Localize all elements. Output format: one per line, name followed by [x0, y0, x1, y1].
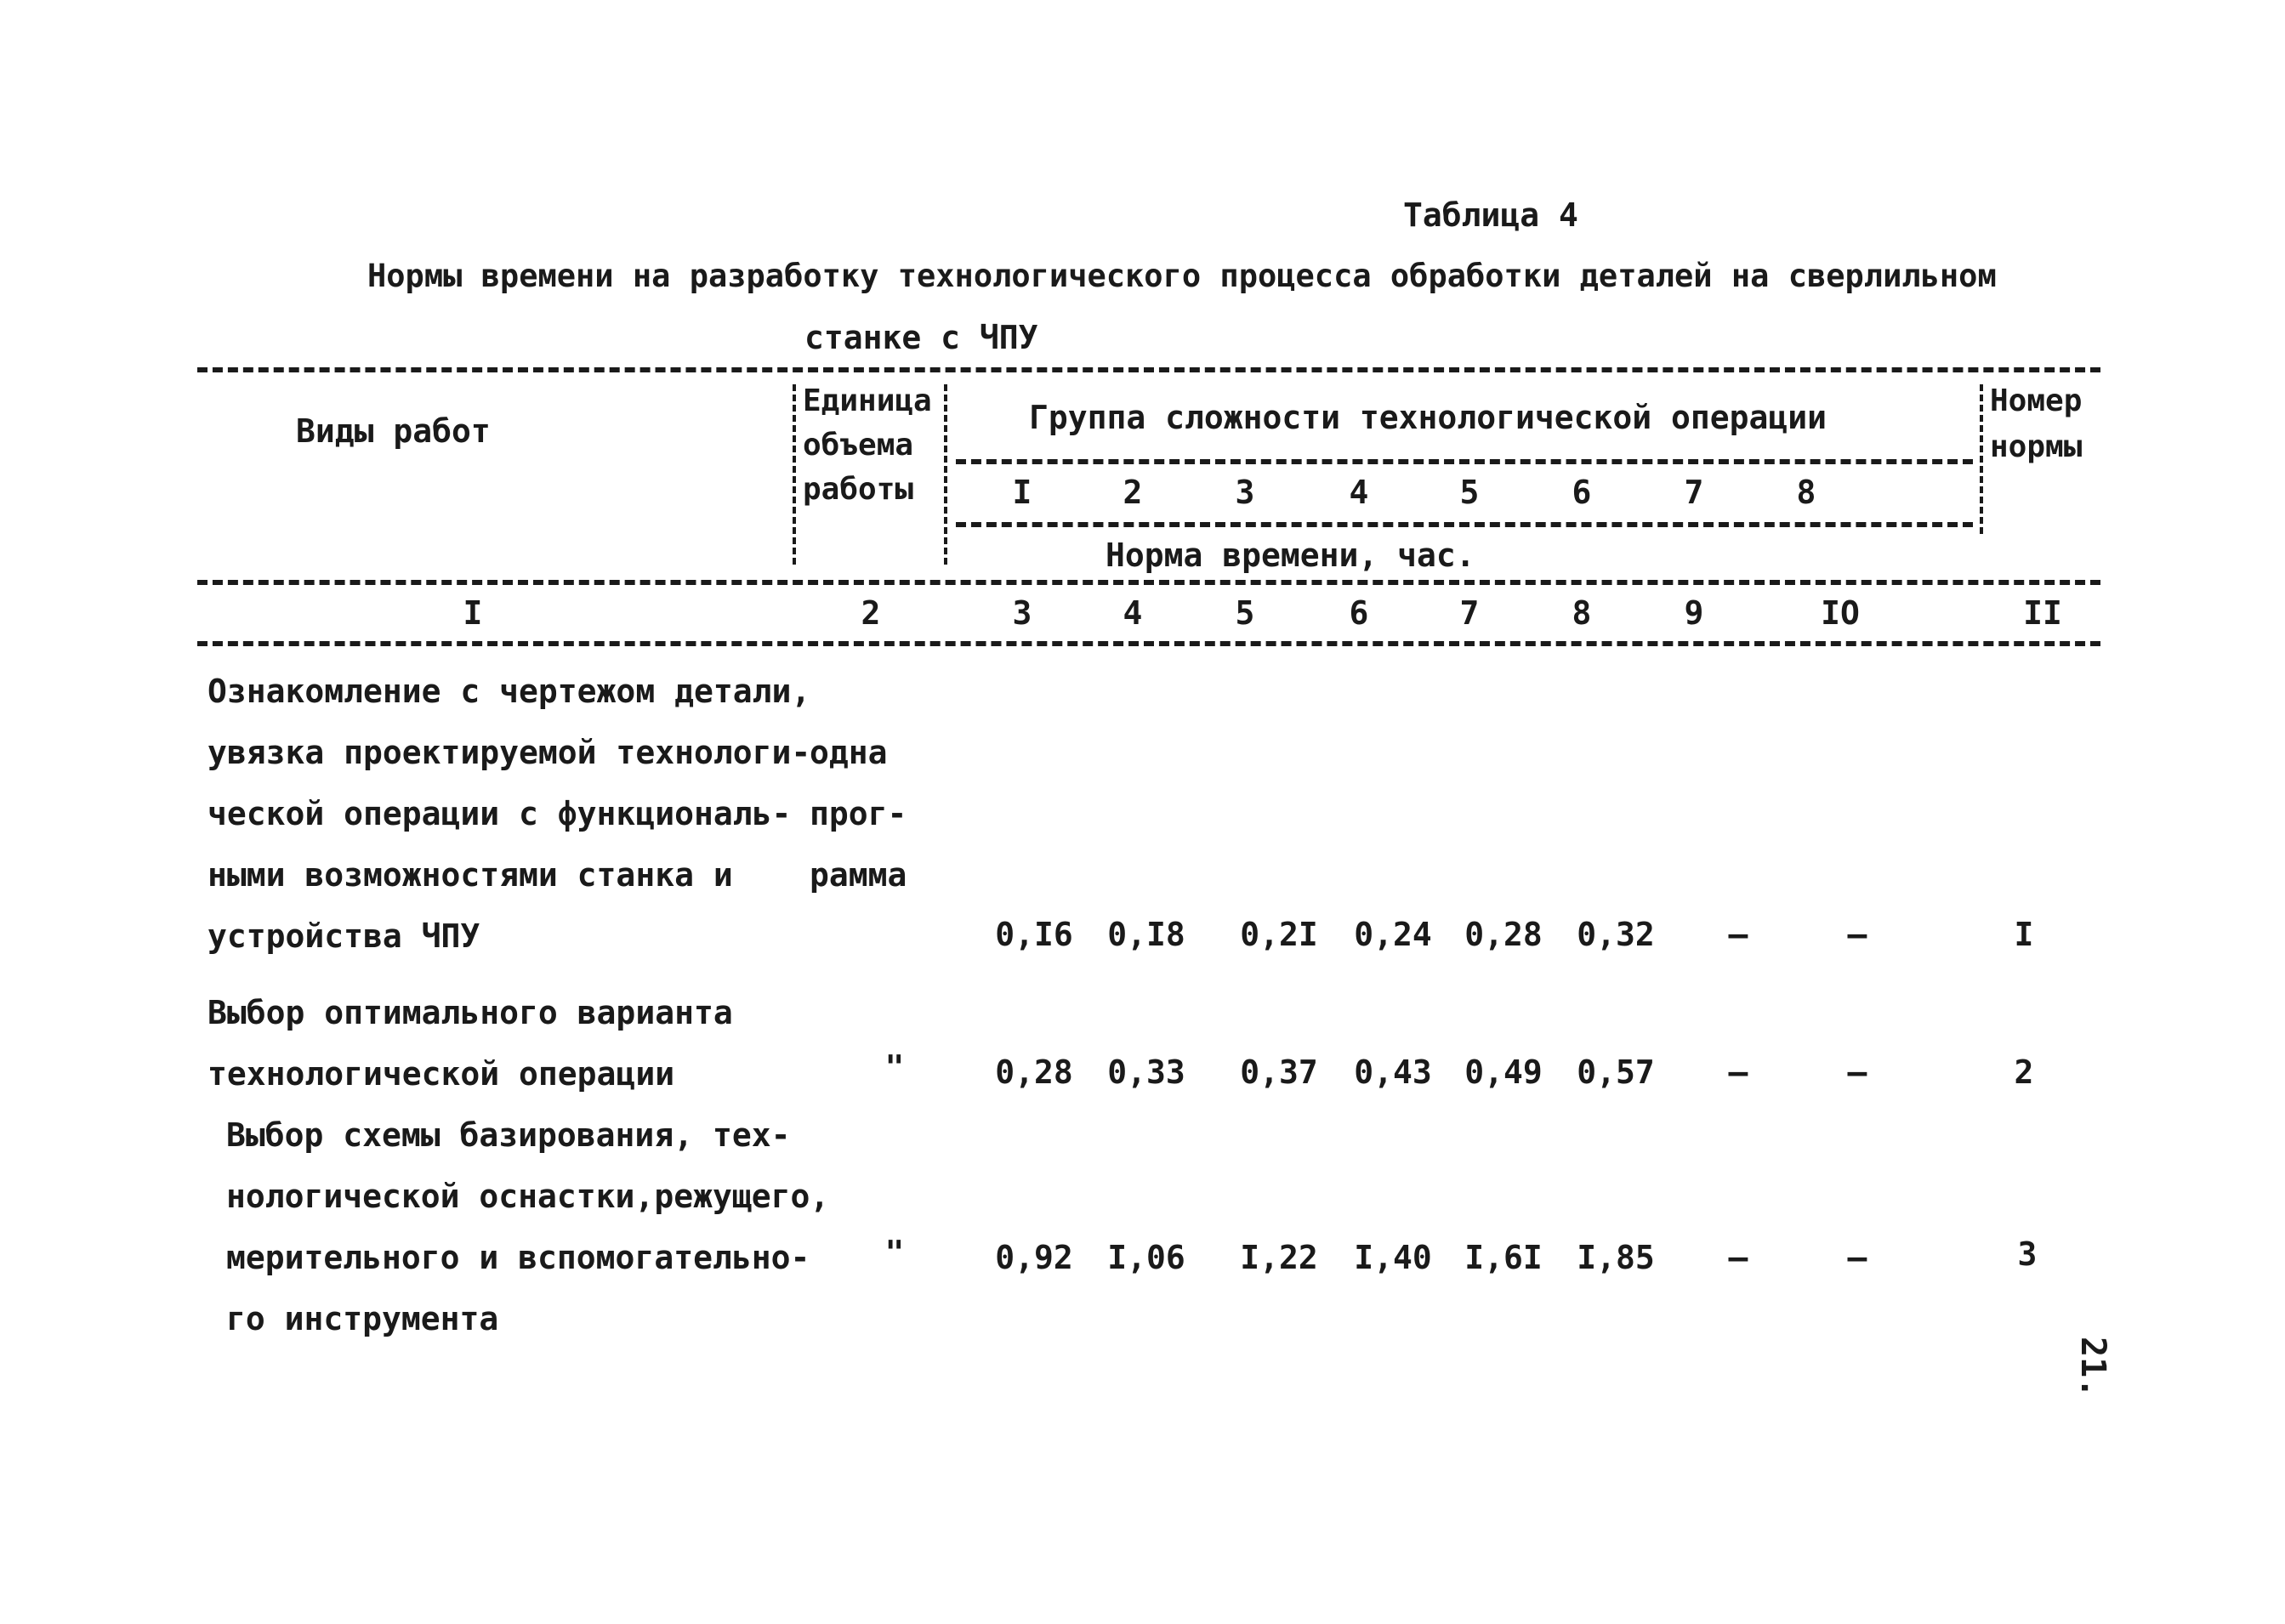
- row1-work-line: увязка проектируемой технологи-: [207, 734, 811, 771]
- column-number: 3: [1012, 594, 1032, 632]
- row1-work-line: Ознакомление с чертежом детали,: [207, 673, 811, 710]
- row1-value: 0,2I: [1240, 916, 1318, 953]
- row3-value: I,22: [1240, 1239, 1318, 1276]
- row2-value: 0,49: [1464, 1053, 1543, 1091]
- row1-work-line: устройства ЧПУ: [207, 917, 480, 955]
- group-numbers-rule: [956, 522, 1973, 527]
- header-norm-number-line1: Номер: [1990, 383, 2083, 418]
- row3-work-line: нологической оснастки,режущего,: [226, 1178, 830, 1215]
- row1-value: 0,I6: [995, 916, 1073, 953]
- row2-value: –: [1728, 1053, 1748, 1091]
- header-unit-line3: работы: [803, 472, 914, 507]
- row3-value: I,6I: [1464, 1239, 1543, 1276]
- row1-value: 0,32: [1577, 916, 1655, 953]
- group-number: I: [1012, 474, 1032, 511]
- group-number: 3: [1235, 474, 1255, 511]
- header-complexity-group: Группа сложности технологической операции: [1029, 399, 1827, 436]
- row1-value: –: [1728, 916, 1748, 953]
- row1-value: 0,I8: [1107, 916, 1185, 953]
- group-number: 2: [1123, 474, 1143, 511]
- row3-value: I,06: [1107, 1239, 1185, 1276]
- row1-work-line: ными возможностями станка и: [207, 856, 733, 894]
- row3-norm-number: 3: [2017, 1235, 2038, 1273]
- header-separator-2: [944, 384, 947, 565]
- row3-unit-ditto: ": [884, 1234, 905, 1271]
- row3-work-line: мерительного и вспомогательно-: [226, 1239, 810, 1276]
- group-number: 5: [1459, 474, 1480, 511]
- row2-value: 0,37: [1240, 1053, 1318, 1091]
- row1-unit-line: одна: [810, 734, 888, 771]
- column-number: 5: [1235, 594, 1255, 632]
- header-work-types: Виды работ: [296, 412, 491, 450]
- table-label: Таблица 4: [1403, 196, 1578, 234]
- row2-norm-number: 2: [2014, 1053, 2034, 1091]
- row2-value: 0,28: [995, 1053, 1073, 1091]
- row2-value: 0,43: [1354, 1053, 1432, 1091]
- column-number: 8: [1572, 594, 1592, 632]
- page-number: 21.: [2073, 1337, 2112, 1399]
- row1-value: 0,24: [1354, 916, 1432, 953]
- table-top-rule: [197, 367, 2100, 372]
- header-bottom-rule: [197, 580, 2100, 585]
- header-norm-time: Норма времени, час.: [1106, 537, 1475, 574]
- column-number: 6: [1349, 594, 1369, 632]
- column-number: II: [2023, 594, 2062, 632]
- column-number: 9: [1684, 594, 1704, 632]
- group-number: 6: [1572, 474, 1592, 511]
- row3-value: I,40: [1354, 1239, 1432, 1276]
- row1-value: 0,28: [1464, 916, 1543, 953]
- row2-work-line: Выбор оптимального варианта: [207, 994, 733, 1031]
- row3-work-line: го инструмента: [226, 1300, 499, 1337]
- row1-value: –: [1847, 916, 1867, 953]
- row1-work-line: ческой операции с функциональ-: [207, 795, 792, 832]
- row2-value: 0,57: [1577, 1053, 1655, 1091]
- group-number: 4: [1349, 474, 1369, 511]
- group-number: 8: [1796, 474, 1816, 511]
- row1-unit-line: рамма: [810, 856, 907, 894]
- row2-value: 0,33: [1107, 1053, 1185, 1091]
- group-number: 7: [1684, 474, 1704, 511]
- row2-unit-ditto: ": [884, 1048, 905, 1086]
- row3-value: –: [1847, 1239, 1867, 1276]
- row1-norm-number: I: [2014, 916, 2034, 953]
- row1-unit-line: прог-: [810, 795, 907, 832]
- row2-value: –: [1847, 1053, 1867, 1091]
- header-separator-3: [1980, 384, 1983, 534]
- group-title-rule: [956, 459, 1973, 464]
- column-numbers-rule: [197, 641, 2100, 646]
- header-unit-line2: объема: [803, 428, 914, 463]
- column-number: 2: [861, 594, 881, 632]
- column-number: 4: [1123, 594, 1143, 632]
- row3-value: 0,92: [995, 1239, 1073, 1276]
- table-title-line1: Нормы времени на разработку технологического процесса обработки деталей на сверлильном: [367, 258, 1997, 294]
- column-number: I: [463, 594, 483, 632]
- header-unit-line1: Единица: [803, 383, 932, 418]
- row3-value: I,85: [1577, 1239, 1655, 1276]
- column-number: IO: [1821, 594, 1860, 632]
- row3-work-line: Выбор схемы базирования, тех-: [226, 1116, 791, 1154]
- header-separator-1: [793, 384, 796, 565]
- table-title-line2: станке с ЧПУ: [804, 319, 1038, 356]
- header-norm-number-line2: нормы: [1990, 429, 2083, 464]
- column-number: 7: [1459, 594, 1480, 632]
- row2-work-line: технологической операции: [207, 1055, 675, 1093]
- row3-value: –: [1728, 1239, 1748, 1276]
